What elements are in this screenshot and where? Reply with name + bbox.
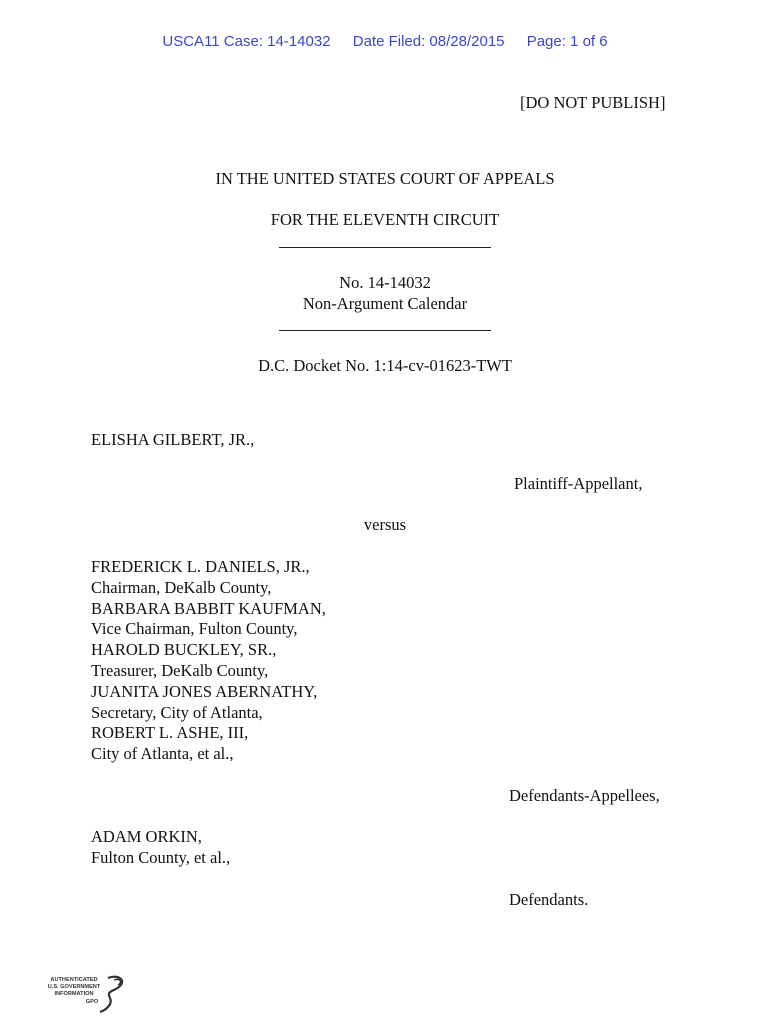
appellee-line: Secretary, City of Atlanta,	[91, 702, 263, 722]
defendants-list	[91, 827, 230, 869]
court-title: IN THE UNITED STATES COURT OF APPEALS	[215, 169, 555, 188]
seal-line-3: INFORMATION	[54, 991, 94, 997]
versus-text: versus	[363, 515, 407, 534]
appellee-line: JUANITA JONES ABERNATHY,	[91, 681, 318, 701]
defendant-line: Fulton County, et al.,	[91, 847, 231, 867]
appellee-line: City of Atlanta, et al.,	[91, 744, 234, 764]
plaintiff-role: Plaintiff-Appellant,	[514, 474, 643, 493]
divider-top	[279, 247, 491, 248]
page-count-header: Page: 1 of 6	[526, 33, 608, 50]
appellee-line: Treasurer, DeKalb County,	[91, 660, 269, 680]
circuit-title: FOR THE ELEVENTH CIRCUIT	[270, 210, 500, 229]
appellee-line: HAROLD BUCKLEY, SR.,	[91, 640, 277, 660]
case-number-header: USCA11 Case: 14-14032	[162, 33, 331, 50]
defendant-line: ADAM ORKIN,	[91, 827, 202, 846]
appellees-list	[91, 557, 326, 765]
appellees-role: Defendants-Appellees,	[509, 786, 660, 805]
publish-note: [DO NOT PUBLISH]	[520, 93, 666, 112]
case-number: No. 14-14032	[339, 273, 431, 292]
appellee-line: FREDERICK L. DANIELS, JR.,	[91, 557, 310, 576]
seal-line-2: U.S. GOVERNMENT	[47, 984, 101, 990]
divider-bottom	[279, 330, 491, 331]
court-header	[0, 33, 770, 50]
appellee-line: ROBERT L. ASHE, III,	[91, 723, 249, 743]
gpo-authentication-seal	[44, 972, 128, 1016]
seal-line-1: AUTHENTICATED	[50, 977, 98, 983]
eagle-head-icon	[114, 979, 121, 985]
eagle-swoosh-icon	[100, 977, 122, 1012]
docket-number: D.C. Docket No. 1:14-cv-01623-TWT	[258, 356, 512, 375]
plaintiff-name: ELISHA GILBERT, JR.,	[91, 430, 255, 449]
date-filed-header: Date Filed: 08/28/2015	[352, 33, 505, 50]
defendants-role: Defendants.	[509, 890, 589, 909]
calendar-type: Non-Argument Calendar	[302, 294, 468, 313]
appellee-line: Vice Chairman, Fulton County,	[91, 619, 298, 639]
appellee-line: Chairman, DeKalb County,	[91, 577, 272, 597]
seal-line-4: GPO	[85, 999, 99, 1005]
appellee-line: BARBARA BABBIT KAUFMAN,	[91, 598, 326, 618]
